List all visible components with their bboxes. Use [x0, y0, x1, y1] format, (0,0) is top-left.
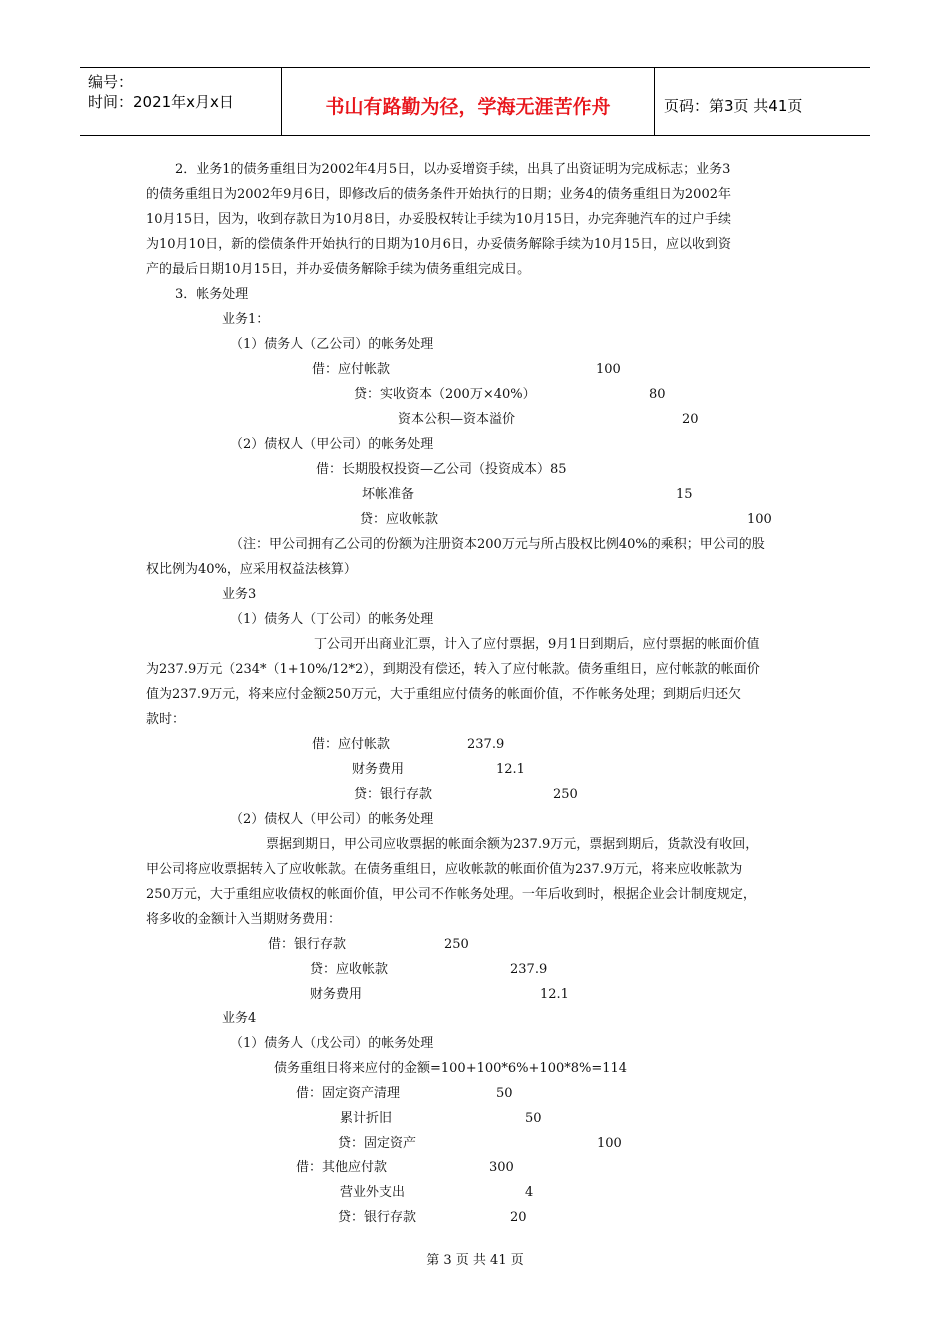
body-line: 产的最后日期10月15日，并办妥债务解除手续为债务重组完成日。 [146, 262, 531, 277]
body-line: 将多收的金额计入当期财务费用： [146, 912, 342, 927]
subsection-heading: 业务1： [222, 312, 270, 327]
entry-amount: 300 [489, 1160, 514, 1175]
body-line: 丁公司开出商业汇票，计入了应付票据，9月1日到期后，应付票据的帐面价值 [314, 637, 760, 652]
body-line: （2）债权人（甲公司）的帐务处理 [230, 437, 434, 452]
entry-amount: 80 [649, 387, 666, 402]
entry-account: 借：其他应付款 [296, 1160, 388, 1175]
body-line: 款时： [146, 712, 186, 727]
entry-account: 贷：实收资本（200万×40%） [354, 387, 536, 402]
body-line: 的债务重组日为2002年9月6日，即修改后的债务条件开始执行的日期；业务4的债务重组日为2002年 [146, 187, 731, 202]
header-top-rule [80, 67, 870, 68]
entry-amount: 250 [444, 937, 469, 952]
header-bottom-rule [80, 135, 870, 136]
body-line: 2．业务1的债务重组日为2002年4月5日，以办妥增资手续，出具了出资证明为完成标志；业务3 [175, 162, 731, 177]
entry-amount: 50 [525, 1111, 542, 1126]
entry-account: 营业外支出 [340, 1185, 406, 1200]
entry-amount: 12.1 [540, 987, 569, 1002]
body-line: 250万元，大于重组应收债权的帐面价值，甲公司不作帐务处理。一年后收到时，根据企业会计制度规定， [146, 887, 756, 902]
body-line: （1）债务人（戊公司）的帐务处理 [230, 1036, 434, 1051]
body-line: 甲公司将应收票据转入了应收帐款。在债务重组日，应收帐款的帐面价值为237.9万元，将来应收帐款为 [146, 862, 743, 877]
entry-account: 借：银行存款 [268, 937, 347, 952]
page-footer: 第 3 页 共 41 页 [426, 1253, 524, 1268]
entry-account: 贷：银行存款 [338, 1210, 417, 1225]
header-divider-right [654, 67, 655, 135]
entry-account: 借：固定资产清理 [296, 1086, 401, 1101]
entry-account: 借：应付帐款 [312, 362, 391, 377]
entry-account: 财务费用 [310, 987, 363, 1002]
document-time-label: 时间：2021年x月x日 [88, 93, 234, 111]
body-line: 票据到期日，甲公司应收票据的帐面余额为237.9万元，票据到期后，货款没有收回， [266, 837, 759, 852]
header-divider-left [281, 67, 282, 135]
entry-account: 借：应付帐款 [312, 737, 391, 752]
entry-amount: 100 [597, 1136, 622, 1151]
entry-account: 资本公积—资本溢价 [398, 412, 516, 427]
entry-account: 坏帐准备 [362, 487, 415, 502]
body-line: 债务重组日将来应付的金额=100+100*6%+100*8%=114 [274, 1061, 628, 1076]
section-heading: 3．帐务处理 [175, 287, 249, 302]
entry-account: 借：长期股权投资—乙公司（投资成本）85 [316, 462, 567, 477]
header-slogan: 书山有路勤为径，学海无涯苦作舟 [325, 96, 611, 118]
subsection-heading: 业务4 [222, 1011, 257, 1026]
entry-amount: 15 [676, 487, 693, 502]
entry-amount: 50 [496, 1086, 513, 1101]
body-line: （注：甲公司拥有乙公司的份额为注册资本200万元与所占股权比例40%的乘积；甲公司的股 [230, 537, 765, 552]
entry-account: 累计折旧 [340, 1111, 393, 1126]
subsection-heading: 业务3 [222, 587, 257, 602]
entry-amount: 100 [596, 362, 621, 377]
entry-account: 贷：应收帐款 [360, 512, 439, 527]
entry-amount: 20 [510, 1210, 527, 1225]
entry-amount: 4 [525, 1185, 534, 1200]
entry-account: 贷：银行存款 [354, 787, 433, 802]
entry-amount: 100 [747, 512, 772, 527]
body-line: （1）债务人（乙公司）的帐务处理 [230, 337, 434, 352]
entry-amount: 20 [682, 412, 699, 427]
page-number-label: 页码：第3页 共41页 [664, 97, 803, 115]
entry-amount: 237.9 [510, 962, 548, 977]
body-line: （1）债务人（丁公司）的帐务处理 [230, 612, 434, 627]
entry-amount: 237.9 [467, 737, 505, 752]
body-line: 10月15日，因为，收到存款日为10月8日，办妥股权转让手续为10月15日，办完奔驰汽车的过户手续 [146, 212, 731, 227]
entry-account: 贷：应收帐款 [310, 962, 389, 977]
body-line: （2）债权人（甲公司）的帐务处理 [230, 812, 434, 827]
body-line: 为10月10日，新的偿债条件开始执行的日期为10月6日，办妥债务解除手续为10月15日，应以收到资 [146, 237, 731, 252]
entry-account: 贷：固定资产 [338, 1136, 417, 1151]
document-number-label: 编号： [88, 73, 134, 91]
entry-amount: 250 [553, 787, 578, 802]
entry-amount: 12.1 [496, 762, 525, 777]
body-line: 值为237.9万元，将来应付金额250万元，大于重组应付债务的帐面价值，不作帐务处理；到期后归还欠 [146, 687, 742, 702]
entry-account: 财务费用 [352, 762, 405, 777]
body-line: 为237.9万元（234*（1+10%/12*2），到期没有偿还，转入了应付帐款。债务重组日，应付帐款的帐面价 [146, 662, 760, 677]
body-line: 权比例为40%，应采用权益法核算） [146, 562, 357, 577]
